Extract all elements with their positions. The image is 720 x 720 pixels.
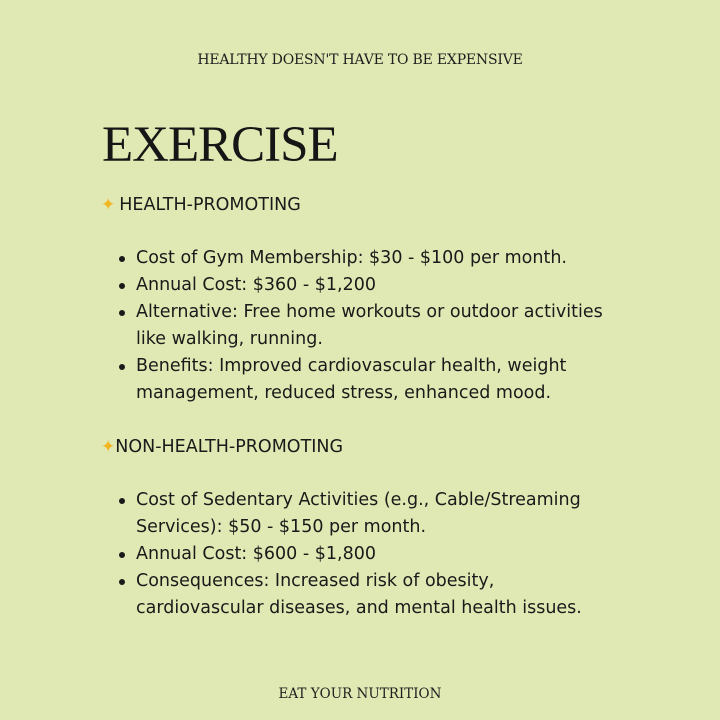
list-item (116, 487, 616, 541)
section-heading-label: NON-HEALTH-PROMOTING (115, 437, 344, 457)
list-item-text: Alternative: Free home workouts or outdoor activities like walking, running. (136, 302, 603, 349)
page-title: EXERCISE (102, 117, 338, 173)
non-health-promoting-list (116, 487, 616, 622)
list-item-text: Cost of Gym Membership: $30 - $100 per month. (136, 248, 567, 268)
list-item-text: Annual Cost: $600 - $1,800 (136, 544, 376, 564)
bullet-dot (119, 283, 125, 289)
list-item (116, 353, 636, 407)
list-item-text: Consequences: Increased risk of obesity, cardiovascular diseases, and mental health issues. (136, 571, 582, 618)
bullet-dot (119, 364, 125, 370)
health-promoting-list (116, 245, 636, 407)
sparkle-icon: ✦ (101, 195, 116, 215)
list-item (116, 299, 636, 353)
bullet-dot (119, 579, 125, 585)
tagline: HEALTHY DOESN'T HAVE TO BE EXPENSIVE (197, 52, 523, 68)
sparkle-icon: ✦ (101, 437, 116, 457)
list-item (116, 272, 636, 299)
footer-brand: EAT YOUR NUTRITION (278, 686, 442, 702)
section-heading-label: HEALTH-PROMOTING (119, 195, 301, 215)
section-heading-non-health-promoting (101, 435, 343, 459)
list-item-text: Cost of Sedentary Activities (e.g., Cable/Streaming Services): $50 - $150 per month. (136, 490, 581, 537)
list-item (116, 541, 616, 568)
list-item-text: Benefits: Improved cardiovascular health, weight management, reduced stress, enhanced mood. (136, 356, 567, 403)
bullet-dot (119, 552, 125, 558)
list-item-text: Annual Cost: $360 - $1,200 (136, 275, 376, 295)
section-heading-health-promoting (101, 193, 301, 217)
list-item (116, 568, 616, 622)
bullet-dot (119, 310, 125, 316)
list-item (116, 245, 636, 272)
bullet-dot (119, 256, 125, 262)
bullet-dot (119, 498, 125, 504)
